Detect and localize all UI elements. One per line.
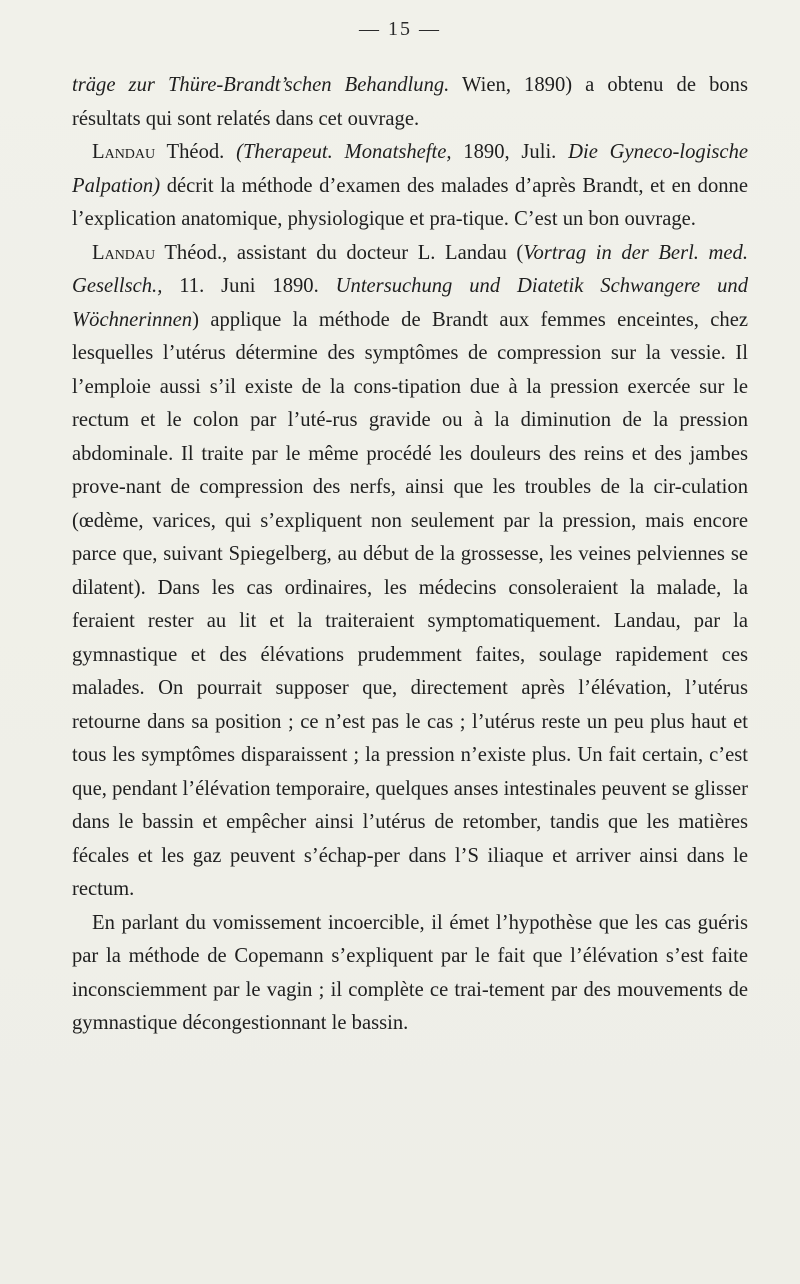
paragraph-2-part-5: Die Gyneco-logische Palpation)	[72, 141, 749, 197]
paragraph-1-part-1: träge zur Thüre-Brandt’schen Behandlung.	[72, 74, 450, 96]
paragraph-3-part-5: Untersuchung und Diatetik Schwangere und Wöchnerinnen	[72, 275, 748, 331]
paragraph-2-part-1: Landau	[92, 141, 156, 163]
paragraph-3-part-4: 11. Juni 1890.	[162, 275, 336, 297]
page-number: — 15 —	[359, 18, 441, 40]
page-text	[72, 69, 748, 1041]
paragraph-3	[72, 237, 748, 907]
paragraph-2-part-3: (Therapeut. Monatshefte,	[236, 141, 452, 163]
paragraph-2-part-6: décrit la méthode d’examen des malades d’après Brandt, et en donne l’explication anatomique, physiologique et pra-tique. C’est un bon ouvrage.	[72, 174, 748, 230]
paragraph-3-part-2: Théod., assistant du docteur L. Landau (	[155, 241, 524, 264]
paragraph-1	[72, 69, 748, 136]
paragraph-3-part-1: Landau	[92, 241, 156, 264]
paragraph-4	[72, 907, 748, 1041]
paragraph-3-part-3: Vortrag in der Berl. med. Gesellsch.,	[72, 241, 748, 297]
paragraph-2	[72, 136, 748, 237]
paragraph-2-part-4: 1890, Juli.	[451, 141, 569, 163]
paragraph-2-part-2: Théod.	[155, 141, 237, 163]
paragraph-1-part-2: Wien, 1890) a obtenu de bons résultats qui sont relatés dans cet ouvrage.	[72, 74, 748, 130]
paragraph-4-part-1: En parlant du vomissement incoercible, il émet l’hypothèse que les cas guéris par la méthode de Copemann s’expliquent par le fait que l’élévation s’est faite inconsciemment par le vagin ; il complète ce trai-tement par des mouvements de gymnastique décongestionnant le bassin.	[72, 911, 748, 1034]
paragraph-3-part-6: ) applique la méthode de Brandt aux femmes enceintes, chez lesquelles l’utérus détermine des symptômes de compression sur la vessie. Il l’emploie aussi s’il existe de la cons-tipation due à la pression exercée sur le rectum et le colon par l’uté-rus gravide ou à la diminution de la pression abdominale. Il traite par le même procédé les douleurs des reins et des jambes prove-nant de compression des nerfs, ainsi que les troubles de la cir-culation (œdème, varices, qui s’expliquent non seulement par la pression, mais encore parce que, suivant Spiegelberg, au début de la grossesse, les veines pelviennes se dilatent). Dans les cas ordinaires, les médecins consoleraient la malade, la feraient rester au lit et la traiteraient symptomatiquement. Landau, par la gymnastique et des élévations prudemment faites, soulage rapidement ces malades. On pourrait supposer que, directement après l’élévation, l’utérus retourne dans sa position ; ce n’est pas le cas ; l’utérus reste un peu plus haut et tous les symptômes disparaissent ; la pression n’existe plus. Un fait certain, c’est que, pendant l’élévation temporaire, quelques anses intestinales peuvent se glisser dans le bassin et empêcher ainsi l’utérus de retomber, tandis que les matières fécales et les gaz peuvent s’échap-per dans l’S iliaque et arriver ainsi dans le rectum.	[72, 308, 748, 900]
